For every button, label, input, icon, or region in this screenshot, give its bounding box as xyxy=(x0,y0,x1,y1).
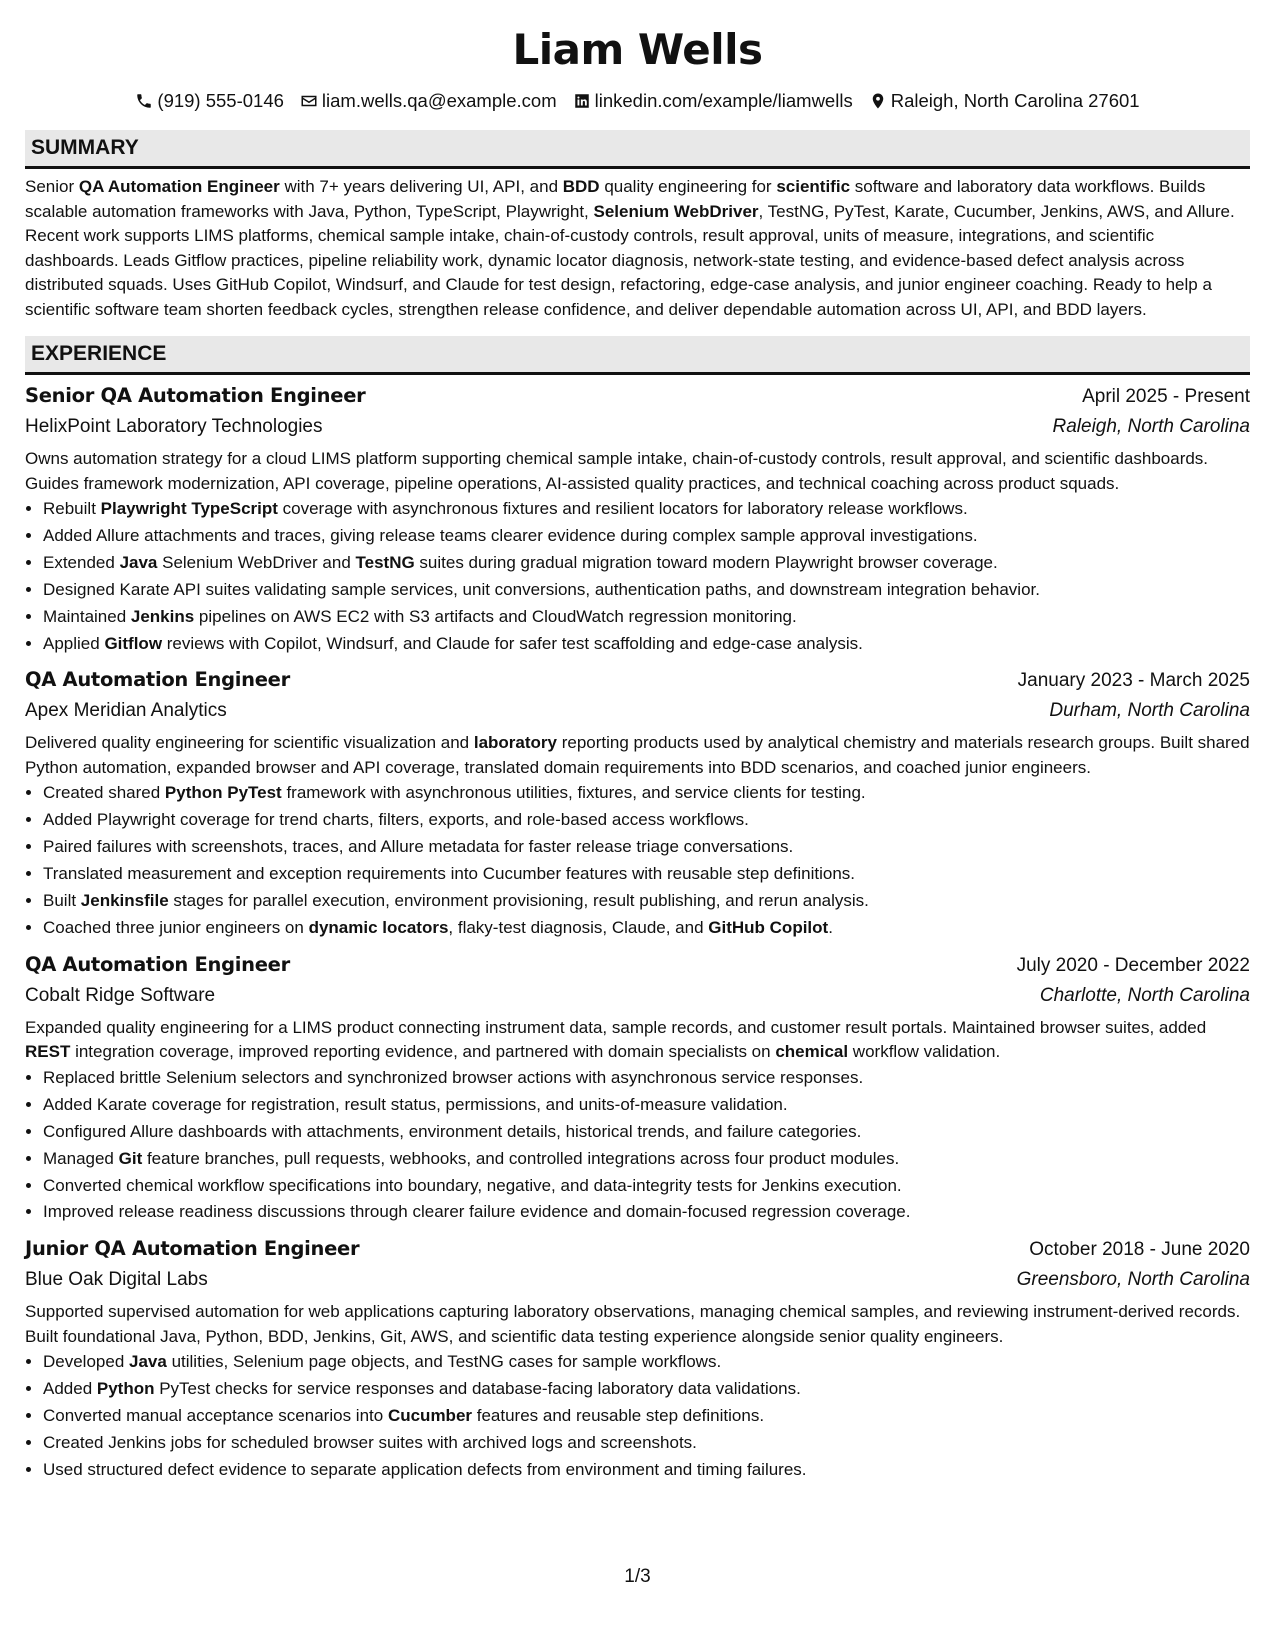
page-number: 1/3 xyxy=(624,1566,651,1587)
candidate-name: Liam Wells xyxy=(512,25,763,74)
envelope-icon xyxy=(300,92,318,110)
bold-keyword: QA Automation Engineer xyxy=(78,177,280,196)
job-bullet: • Maintained Jenkins pipelines on AWS EC2 with S3 artifacts and CloudWatch regression monitoring. xyxy=(43,604,1250,631)
job-company: Cobalt Ridge Software xyxy=(25,984,216,1006)
bold-keyword: dynamic locators xyxy=(308,917,449,937)
experience-section xyxy=(25,336,1250,1484)
experience-heading: EXPERIENCE xyxy=(25,336,1250,375)
job-entry xyxy=(25,381,1250,657)
bold-keyword: TestNG xyxy=(355,552,415,572)
job-entry xyxy=(25,665,1250,941)
job-bullet: • Converted chemical workflow specifications into boundary, negative, and data-integrity tests for Jenkins execution. xyxy=(43,1173,1250,1200)
job-title: Senior QA Automation Engineer xyxy=(25,384,366,407)
contact-linkedin-text[interactable]: linkedin.com/example/liamwells xyxy=(594,90,853,111)
job-bullet: • Configured Allure dashboards with attachments, environment details, historical trends, and failure categories. xyxy=(43,1119,1250,1146)
job-description: Owns automation strategy for a cloud LIMS platform supporting chemical sample intake, chain-of-custody controls, result approval, and scientific dashboards. Guides framework modernization, API coverage, pipeline operations, AI-assisted quality practices, and technical coaching across product squads. xyxy=(25,449,1209,493)
job-bullet: • Rebuilt Playwright TypeScript coverage with asynchronous fixtures and resilient locators for laboratory release workflows. xyxy=(43,496,1250,523)
job-bullet: • Created Jenkins jobs for scheduled browser suites with archived logs and screenshots. xyxy=(43,1430,1250,1457)
bold-keyword: Jenkins xyxy=(130,606,195,626)
job-bullet: • Added Karate coverage for registration, result status, permissions, and units-of-measure validation. xyxy=(43,1092,1250,1119)
bold-keyword: REST xyxy=(25,1042,71,1062)
job-bullets xyxy=(25,496,1250,657)
bold-keyword: chemical xyxy=(775,1042,849,1062)
contact-linkedin[interactable] xyxy=(573,90,853,112)
job-bullet: • Built Jenkinsfile stages for parallel execution, environment provisioning, result publishing, and rerun analysis. xyxy=(43,888,1250,915)
job-entry xyxy=(25,950,1250,1226)
job-bullets xyxy=(25,780,1250,941)
phone-icon xyxy=(135,92,153,110)
job-bullet: • Coached three junior engineers on dynamic locators, flaky-test diagnosis, Claude, and GitHub Copilot. xyxy=(43,915,1250,942)
job-dates: October 2018 - June 2020 xyxy=(1029,1239,1250,1261)
bold-keyword: Jenkinsfile xyxy=(80,891,169,911)
job-bullet: • Extended Java Selenium WebDriver and TestNG suites during gradual migration toward modern Playwright browser coverage. xyxy=(43,550,1250,577)
contact-bar xyxy=(25,90,1250,112)
job-location: Charlotte, North Carolina xyxy=(1039,984,1250,1006)
contact-location xyxy=(869,90,1140,112)
bold-keyword: Playwright TypeScript xyxy=(100,499,278,518)
job-location: Durham, North Carolina xyxy=(1049,700,1250,722)
bold-keyword: laboratory xyxy=(473,733,557,753)
bold-keyword: Selenium WebDriver xyxy=(593,201,759,221)
job-title-row xyxy=(25,950,1250,981)
bold-keyword: Python PyTest xyxy=(164,783,282,803)
job-bullet: • Developed Java utilities, Selenium page objects, and TestNG cases for sample workflows. xyxy=(43,1349,1250,1376)
job-location: Raleigh, North Carolina xyxy=(1052,416,1250,437)
job-dates: April 2025 - Present xyxy=(1082,386,1250,407)
bold-keyword: Java xyxy=(129,1352,167,1372)
resume-page xyxy=(25,0,1250,1484)
contact-email-text[interactable]: liam.wells.qa@example.com xyxy=(321,90,557,111)
job-company-row xyxy=(25,696,1250,726)
linkedin-icon xyxy=(573,92,591,110)
job-list xyxy=(25,381,1250,1484)
bold-keyword: GitHub Copilot xyxy=(708,917,829,937)
job-company-row xyxy=(25,981,1250,1011)
contact-email[interactable] xyxy=(300,90,557,112)
job-bullets xyxy=(25,1349,1250,1484)
job-title-row xyxy=(25,381,1250,412)
bold-keyword: Cucumber xyxy=(387,1406,473,1426)
bold-keyword: Python xyxy=(96,1379,155,1399)
job-bullet: • Translated measurement and exception requirements into Cucumber features with reusable step definitions. xyxy=(43,861,1250,888)
job-bullets xyxy=(25,1065,1250,1226)
job-company-row xyxy=(25,1265,1250,1295)
job-title-row xyxy=(25,1234,1250,1265)
bold-keyword: Git xyxy=(118,1148,143,1168)
contact-phone xyxy=(135,90,284,112)
map-pin-icon xyxy=(869,92,887,110)
job-description: Supported supervised automation for web applications capturing laboratory observations, managing chemical samples, and reviewing instrument-derived records. Built foundational Java, Python, BDD, Jenkins, Git, AWS, and scientific data testing experience alongside senior quality engineers. xyxy=(25,1302,1241,1346)
job-title: QA Automation Engineer xyxy=(25,952,290,976)
job-description: Expanded quality engineering for a LIMS product connecting instrument data, sample records, and customer result portals. Maintained browser suites, added REST integration coverage, improved reporting evidence, and partnered with domain specialists on chemical workflow validation. xyxy=(25,1017,1207,1062)
bold-keyword: Gitflow xyxy=(104,633,163,653)
job-company-row xyxy=(25,412,1250,442)
job-bullet: • Added Playwright coverage for trend charts, filters, exports, and role-based access workflows. xyxy=(43,807,1250,834)
job-bullet: • Created shared Python PyTest framework with asynchronous utilities, fixtures, and service clients for testing. xyxy=(43,780,1250,807)
job-bullet: • Used structured defect evidence to separate application defects from environment and timing failures. xyxy=(43,1457,1250,1484)
job-bullet: • Applied Gitflow reviews with Copilot, Windsurf, and Claude for safer test scaffolding and edge-case analysis. xyxy=(43,631,1250,658)
job-title-row xyxy=(25,665,1250,696)
job-entry xyxy=(25,1234,1250,1484)
job-title: QA Automation Engineer xyxy=(25,668,290,692)
job-bullet: • Converted manual acceptance scenarios into Cucumber features and reusable step definitions. xyxy=(43,1403,1250,1430)
job-bullet: • Replaced brittle Selenium selectors and synchronized browser actions with asynchronous service responses. xyxy=(43,1065,1250,1092)
job-company: HelixPoint Laboratory Technologies xyxy=(25,416,323,437)
job-bullet: • Designed Karate API suites validating sample services, unit conversions, authentication paths, and downstream integration behavior. xyxy=(43,577,1250,604)
job-dates: July 2020 - December 2022 xyxy=(1016,954,1250,976)
bold-keyword: BDD xyxy=(562,177,600,196)
bold-keyword: Java xyxy=(119,552,158,572)
job-bullet: • Added Python PyTest checks for service responses and database-facing laboratory data validations. xyxy=(43,1376,1250,1403)
job-company: Blue Oak Digital Labs xyxy=(25,1269,208,1291)
bold-keyword: scientific xyxy=(776,177,851,196)
job-description: Delivered quality engineering for scientific visualization and laboratory reporting products used by analytical chemistry and materials research groups. Built shared Python automation, expanded browser and API coverage, translated domain requirements into BDD scenarios, and coached junior engineers. xyxy=(25,733,1250,777)
job-bullet: • Added Allure attachments and traces, giving release teams clearer evidence during complex sample approval investigations. xyxy=(43,523,1250,550)
job-title: Junior QA Automation Engineer xyxy=(25,1237,360,1261)
job-location: Greensboro, North Carolina xyxy=(1016,1269,1250,1291)
summary-text: Senior QA Automation Engineer with 7+ years delivering UI, API, and BDD quality engineering for scientific software and laboratory data workflows. Builds scalable automation frameworks with Java, Python, TypeScript, Playwright, Selenium WebDriver, TestNG, PyTest, Karate, Cucumber, Jenkins, AWS, and Allure. Recent work supports LIMS platforms, chemical sample intake, chain-of-custody controls, result approval, units of measure, integrations, and scientific dashboards. Leads Gitflow practices, pipeline reliability work, dynamic locator diagnosis, network-state testing, and evidence-based defect analysis across distributed squads. Uses GitHub Copilot, Windsurf, and Claude for test design, refactoring, edge-case analysis, and junior engineer coaching. Ready to help a scientific software team shorten feedback cycles, strengthen release confidence, and deliver dependable automation across UI, API, and BDD layers. xyxy=(25,177,1235,319)
contact-phone-text: (919) 555-0146 xyxy=(157,90,284,111)
summary-heading: SUMMARY xyxy=(25,130,1250,169)
job-bullet: • Improved release readiness discussions through clearer failure evidence and domain-focused regression coverage. xyxy=(43,1199,1250,1226)
job-bullet: • Managed Git feature branches, pull requests, webhooks, and controlled integrations across four product modules. xyxy=(43,1146,1250,1173)
job-dates: January 2023 - March 2025 xyxy=(1017,670,1250,692)
summary-section xyxy=(25,130,1250,322)
job-company: Apex Meridian Analytics xyxy=(25,700,227,722)
contact-location-text: Raleigh, North Carolina 27601 xyxy=(890,90,1140,111)
job-bullet: • Paired failures with screenshots, traces, and Allure metadata for faster release triage conversations. xyxy=(43,834,1250,861)
